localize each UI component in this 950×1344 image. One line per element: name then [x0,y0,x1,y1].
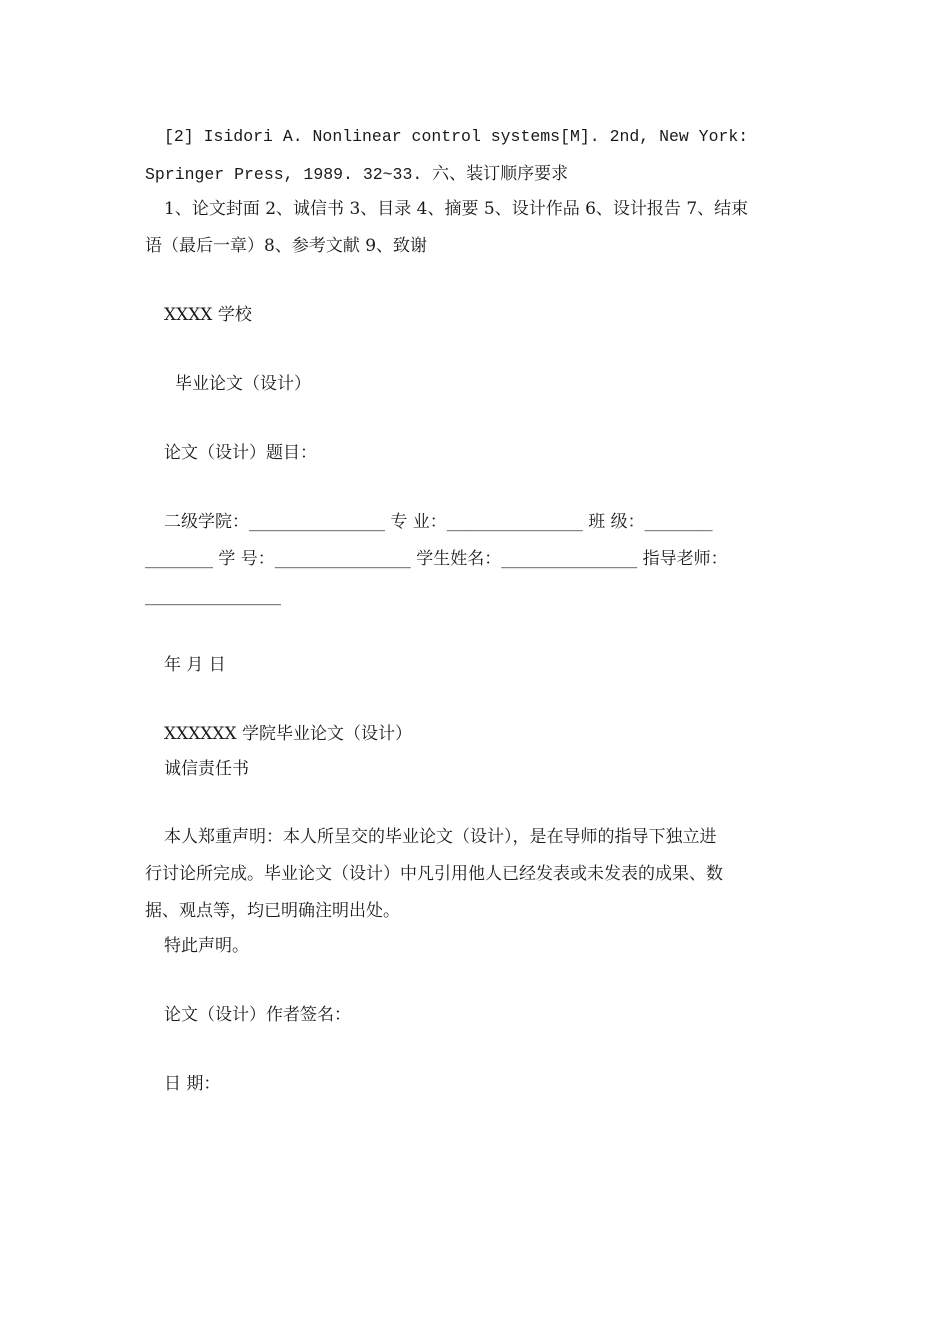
reference-line-2-en: Springer Press, 1989. 32~33. [145,165,433,184]
binding-order-line-2: 语（最后一章）8、参考文献 9、致谢 [145,236,428,256]
integrity-heading: 诚信责任书 [164,759,249,779]
thesis-type-title: 毕业论文（设计） [175,374,311,394]
school-name: XXXX 学校 [164,305,252,325]
cover-fields-line-2: ________ 学 号：________________ 学生姓名：________________ 指导老师： [145,549,728,569]
binding-order-heading: 六、装订顺序要求 [432,164,569,184]
author-signature-label: 论文（设计）作者签名： [164,1005,351,1025]
reference-line-1: [2] Isidori A. Nonlinear control systems[M]. 2nd, New York: [164,127,749,146]
signature-date-label: 日 期： [164,1074,221,1094]
thesis-title-label: 论文（设计）题目： [164,443,317,463]
reference-line-2 [145,164,568,185]
integrity-statement: 特此声明。 [164,936,249,956]
cover-fields-line-1: 二级学院：________________ 专 业：________________ 班 级：________ [164,512,713,532]
integrity-body-line-3: 据、观点等，均已明确注明出处。 [145,901,400,921]
integrity-college-heading: XXXXXX 学院毕业论文（设计） [164,724,413,744]
integrity-body-line-2: 行讨论所完成。毕业论文（设计）中凡引用他人已经发表或未发表的成果、数 [145,864,723,884]
binding-order-line-1: 1、论文封面 2、诚信书 3、目录 4、摘要 5、设计作品 6、设计报告 7、结束 [164,199,749,219]
cover-date-line: 年 月 日 [164,655,226,675]
integrity-body-line-1: 本人郑重声明：本人所呈交的毕业论文（设计），是在导师的指导下独立进 [164,827,717,847]
cover-fields-line-3: ________________ [145,586,281,606]
